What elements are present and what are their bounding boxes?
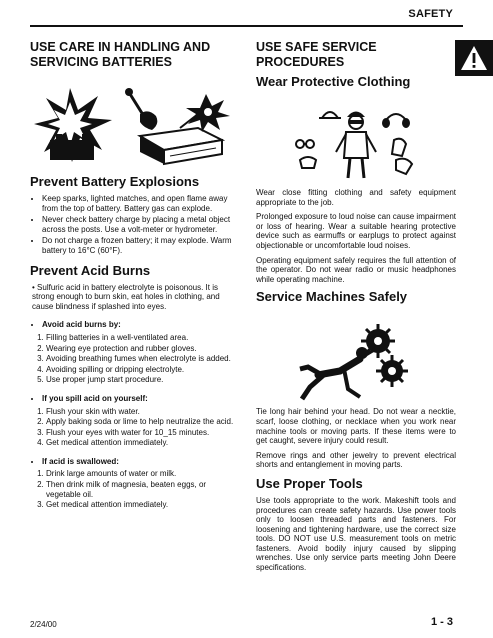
warning-tab: [455, 40, 493, 76]
swallow-title-list: [30, 457, 240, 467]
spill-title-list: [30, 394, 240, 404]
avoid-title-list: [30, 320, 240, 330]
explosions-heading: Prevent Battery Explosions: [30, 174, 200, 189]
battery-explosion-icon: [30, 84, 240, 166]
list-item: • Never check battery charge by placing a metal object across the posts. Use a volt-meter or hydrometer.: [42, 215, 240, 234]
left-column: [30, 34, 240, 511]
page-number: 1 - 3: [430, 616, 453, 628]
protective-clothing-icon: [256, 100, 456, 182]
avoid-steps: [30, 333, 240, 385]
tools-paragraph: Use tools appropriate to the work. Makeshift tools and procedures can create safety hazards. Use power tools only to loosen threaded parts and fasteners. For loosening and tightening hardware, use the correct size tools. DO NOT use U.S. measurement tools on metric fasteners. Avoid bodily injury caused by slipping wrenches. Use only service parts meeting John Deere specifications.: [256, 495, 456, 573]
list-item: 1. Filling batteries in a well-ventilated area.: [46, 333, 240, 343]
swallow-title: • If acid is swallowed:: [42, 457, 240, 467]
footer-date: 2/24/00: [30, 620, 57, 629]
machines-text: [256, 407, 456, 470]
swallow-steps: [30, 469, 240, 509]
list-item: 4. Get medical attention immediately.: [46, 438, 240, 448]
header-rule: [30, 25, 463, 27]
list-item: 2. Apply baking soda or lime to help neutralize the acid.: [46, 417, 240, 427]
warning-triangle-icon: [459, 44, 489, 72]
clothing-paragraph: Wear close fitting clothing and safety equipment appropriate to the job.: [256, 188, 456, 207]
explosions-list: [30, 194, 240, 256]
acid-heading: Prevent Acid Burns: [30, 262, 151, 278]
list-item: • Do not charge a frozen battery; it may explode. Warm battery to 16°C (60°F).: [42, 236, 240, 255]
list-item: 3. Avoiding breathing fumes when electrolyte is added.: [46, 354, 240, 364]
tools-heading: Use Proper Tools: [256, 475, 363, 491]
list-item: 3. Get medical attention immediately.: [46, 500, 240, 510]
list-item: 1. Flush your skin with water.: [46, 407, 240, 417]
list-item: • Keep sparks, lighted matches, and open flame away from the top of battery. Battery gas can explode.: [42, 194, 240, 213]
spill-title: • If you spill acid on yourself:: [42, 394, 240, 404]
machines-paragraph: Tie long hair behind your head. Do not wear a necktie, scarf, loose clothing, or necklace when you work near machine tools or moving parts. If these items were to get caught, severe injury could result.: [256, 407, 456, 446]
service-machines-figure: [256, 313, 456, 403]
list-item: 2. Then drink milk of magnesia, beaten eggs, or vegetable oil.: [46, 480, 240, 499]
section-title: SAFETY: [408, 8, 453, 20]
protective-clothing-figure: [256, 100, 456, 182]
list-item: 1. Drink large amounts of water or milk.: [46, 469, 240, 479]
list-item: 2. Wearing eye protection and rubber gloves.: [46, 344, 240, 354]
machines-paragraph: Remove rings and other jewelry to prevent electrical shorts and entanglement in moving parts.: [256, 450, 456, 470]
service-heading: USE SAFE SERVICE PROCEDURES: [256, 40, 377, 69]
avoid-title: • Avoid acid burns by:: [42, 320, 240, 330]
list-item: 5. Use proper jump start procedure.: [46, 375, 240, 385]
battery-explosion-figure: [30, 84, 240, 166]
spill-steps: [30, 407, 240, 448]
clothing-heading: Wear Protective Clothing: [256, 74, 411, 89]
list-item: 4. Avoiding spilling or dripping electrolyte.: [46, 365, 240, 375]
clothing-paragraph: Operating equipment safely requires the full attention of the operator. Do not wear radio or music headphones while operating machine.: [256, 255, 456, 284]
entanglement-hazard-icon: [256, 313, 456, 403]
battery-heading: USE CARE IN HANDLING AND SERVICING BATTERIES: [30, 40, 211, 69]
right-column: [256, 34, 456, 578]
machines-heading: Service Machines Safely: [256, 289, 408, 305]
acid-intro: • Sulfuric acid in battery electrolyte is poisonous. It is strong enough to burn skin, eat holes in clothing, and cause blindness if splashed into eyes.: [32, 282, 220, 311]
clothing-text: [256, 188, 456, 284]
clothing-paragraph: Prolonged exposure to loud noise can cause impairment or loss of hearing. Wear a suitable hearing protective device such as earmuffs or earplugs to protect against objectionable or uncomfortable loud noises.: [256, 212, 456, 250]
list-item: 3. Flush your eyes with water for 10_15 minutes.: [46, 428, 240, 438]
acid-intro-list: [30, 283, 240, 312]
